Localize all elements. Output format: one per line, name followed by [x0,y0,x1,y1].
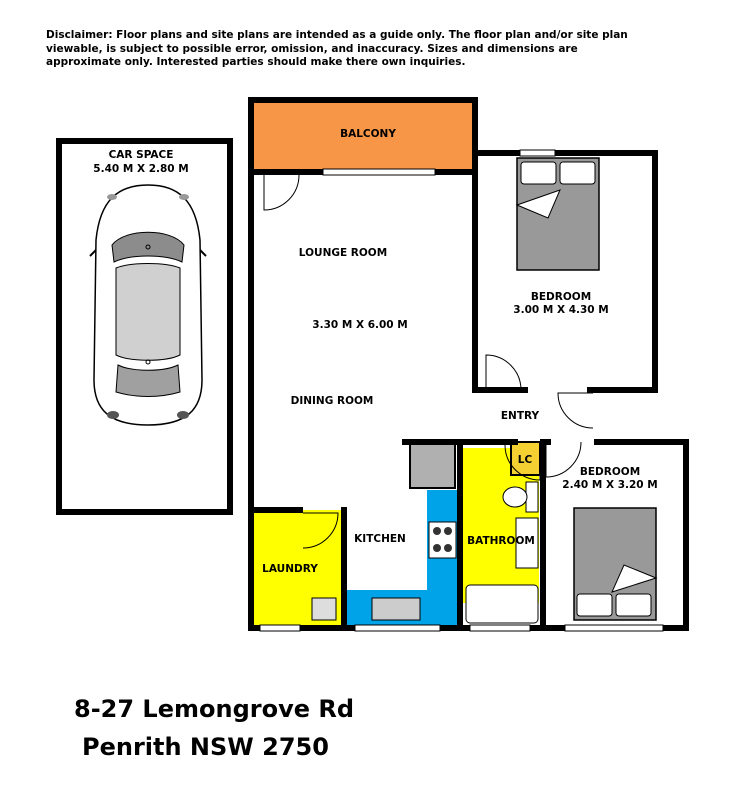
balcony-label: BALCONY [340,128,396,140]
fridge [410,443,455,488]
car-icon [90,185,206,425]
lounge-room-label: LOUNGE ROOM [298,247,388,259]
lounge-room-size: 3.30 M X 6.00 M [312,319,408,331]
bedroom1-door [486,355,521,390]
laundry-label: LAUNDRY [262,563,318,575]
address-line-2: Penrith NSW 2750 [82,733,329,761]
entry-door [558,393,593,428]
kitchen-label: KITCHEN [354,533,406,545]
bedroom1-label: BEDROOM [530,291,592,303]
car-space [59,141,230,512]
bedroom2-size: 2.40 M X 3.20 M [562,479,658,491]
bed-2 [574,508,656,620]
dining-room-label: DINING ROOM [290,395,374,407]
lc-label: LC [517,454,533,466]
laundry-tub [312,598,336,620]
car-space-label: CAR SPACE [108,149,174,161]
lounge-door [264,175,299,210]
cooktop [429,522,456,558]
bedroom2-label: BEDROOM [579,466,641,478]
bedroom2-door [546,442,581,477]
bed-1 [517,158,599,270]
bathtub [466,585,538,623]
bedroom1-size: 3.00 M X 4.30 M [513,304,609,316]
entry-label: ENTRY [500,410,540,422]
bathroom-label: BATHROOM [467,535,535,547]
address-line-1: 8-27 Lemongrove Rd [74,695,355,723]
kitchen-sink [372,598,420,620]
car-space-size: 5.40 M X 2.80 M [93,163,189,175]
disclaimer-text: Disclaimer: Floor plans and site plans are intended as a guide only. The floor plan and/or site plan viewable, is subject to possible error, omission, and inaccuracy. Sizes and dimensions are approximate only. Interested parties should make there own inquiries. [46,29,628,68]
